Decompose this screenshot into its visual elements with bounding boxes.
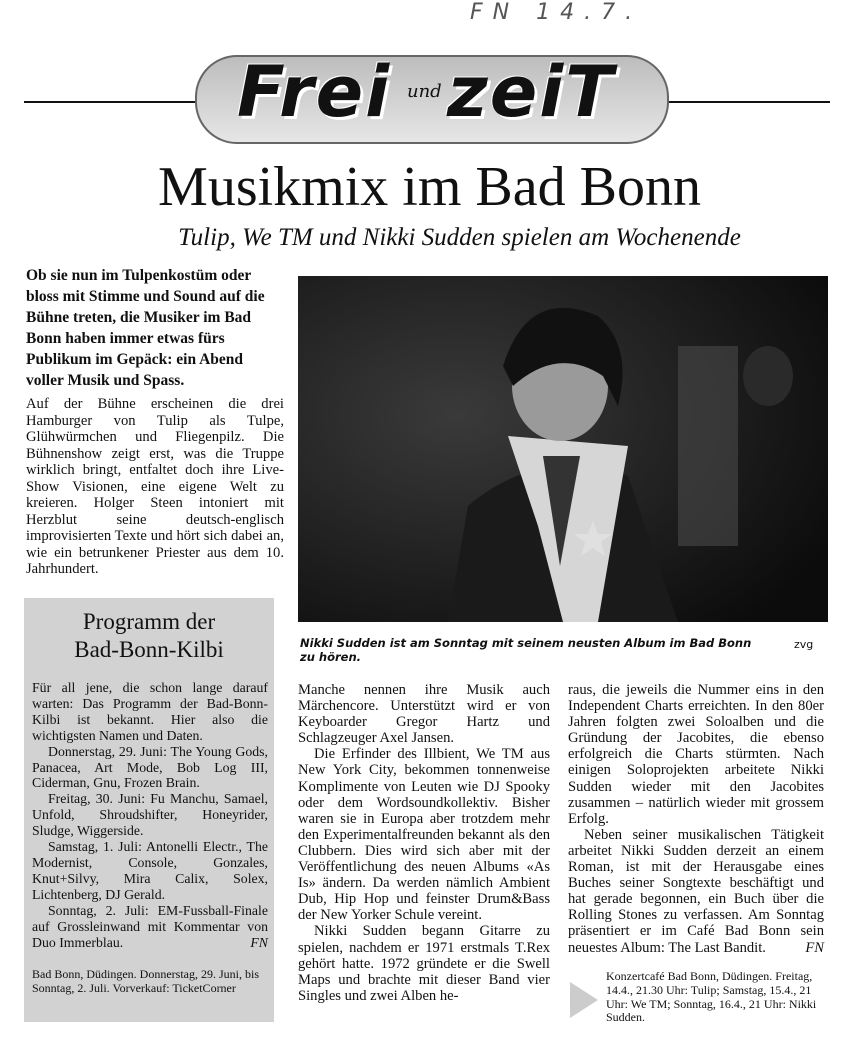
sidebar-thursday: Donnerstag, 29. Juni: The Young Gods, Panacea, Art Mode, Bob Log III, Ciderman, Gnu, Frozen Brain. — [32, 743, 268, 791]
headline: Musikmix im Bad Bonn — [158, 156, 701, 218]
banner-word-zeit: zeiT — [447, 51, 615, 133]
portrait-image — [298, 276, 828, 622]
sidebar-venue-info: Bad Bonn, Düdingen. Donnerstag, 29. Juni, bis Sonntag, 2. Juli. Vorverkauf: TicketCorner — [32, 967, 259, 995]
sidebar-title-line2: Bad-Bonn-Kilbi — [74, 637, 224, 662]
col3-paragraph-2-text: Neben seiner musikalischen Tätigkeit arbeitet Nikki Sudden derzeit an einem Roman, ist mit der Herausgabe eines Buches seiner Songtexte beschäftigt und hat gerade begonnen, ein Buch über die Rolling Stones zu verfassen. Am Sonntag präsentiert er im Café Bad Bonn sein neuestes Album: The Last Bandit. — [568, 826, 824, 956]
sidebar-friday: Freitag, 30. Juni: Fu Manchu, Samael, Unfold, Shroudshifter, Honeyrider, Sludge, Wiggerside. — [32, 791, 268, 839]
sidebar-text — [32, 680, 268, 950]
banner-connector: und — [407, 81, 442, 102]
info-arrow-icon — [570, 982, 598, 1018]
article-col1-text: Auf der Bühne erscheinen die drei Hamburger von Tulip als Tulpe, Glühwürmchen und Fliegenpilz. Die Bühnenshow zeigt erst, was die Truppe wirklich bringt, entfaltet doch ihre Live-Show Visionen, eine eigene Welt zu kreieren. Holger Steen intoniert mit Herzblut seine deutsch-englisch improvisierten Texte und hört sich dabei an, wie ein betrunkener Priester aus dem 10. Jahrhundert. — [26, 396, 284, 577]
photo-credit: zvg — [794, 638, 814, 651]
handwritten-date-note: FN 14.7. — [470, 0, 643, 25]
banner-word-frei: Frei — [237, 51, 392, 133]
article-col3 — [568, 682, 824, 956]
col3-paragraph-1: raus, die jeweils die Nummer eins in den Independent Charts erreichten. In den 80er Jahren folgten zwei Soloalben und die Gründung der Jacobites, die ebenso erfolgreich die Charts stürmten. Nach einigen Soloprojekten arbeitete Nikki Sudden wieder mit den Jacobites zusammen – natürlich wieder mit grossem Erfolg. — [568, 682, 824, 827]
article-signature: FN — [805, 939, 824, 956]
sidebar-intro: Für all jene, die schon lange darauf warten: Das Programm der Bad-Bonn-Kilbi ist bekannt. Hier also die wichtigsten Namen und Daten. — [32, 680, 268, 743]
col3-paragraph-2 — [568, 827, 824, 956]
header-rule-right — [662, 101, 830, 103]
col2-paragraph-3: Nikki Sudden begann Gitarre zu spielen, nachdem er 1971 erstmals T.Rex gehört hatte. 1972 gründete er die Swell Maps und brachte mit dieser Band vier Singles und zwei Alben he- — [298, 923, 550, 1004]
sidebar-saturday: Samstag, 1. Juli: Antonelli Electr., The Modernist, Console, Gonzales, Knut+Silvy, Mira Calix, Solex, Lichtenberg, DJ Gerald. — [32, 839, 268, 902]
sidebar-sunday-text: Sonntag, 2. Juli: EM-Fussball-Finale auf Grossleinwand mit Kommentar von Duo Immerblau. — [32, 902, 268, 950]
header-rule-left — [24, 101, 199, 103]
article-col2 — [298, 682, 550, 1004]
subheadline: Tulip, We TM und Nikki Sudden spielen am Wochenende — [178, 224, 741, 251]
photo-caption: Nikki Sudden ist am Sonntag mit seinem neusten Album im Bad Bonn zu hören. — [300, 636, 752, 664]
concert-info: Konzertcafé Bad Bonn, Düdingen. Freitag, 14.4., 21.30 Uhr: Tulip; Samstag, 15.4., 21 Uhr: We TM; Sonntag, 16.4., 21 Uhr: Nikki Sudden. — [606, 969, 817, 1025]
sidebar-sunday — [32, 903, 268, 951]
col2-paragraph-2: Die Erfinder des Illbient, We TM aus New York City, bekommen tonnenweise Komplimente von Leuten wie DJ Spooky oder dem Wordsoundkollektiv. Bisher waren sie in Europa aber trotzdem mehr den Experimentalfreunden bekannt als den Clubbern. Dies wird sich aber mit der Veröffentlichung des neuen Albums «As Is» ändern. Da werden nämlich Ambient Dub, Hip Hop und feinster Drum&Bass der New Yorker Schule vereint. — [298, 746, 550, 924]
sidebar-signature: FN — [250, 934, 268, 950]
col2-paragraph-1: Manche nennen ihre Musik auch Märchencore. Unterstützt wird er von Keyboarder Gregor Hartz und Schlagzeuger Axel Jansen. — [298, 682, 550, 747]
sidebar-title — [24, 608, 274, 664]
sidebar-title-line1: Programm der — [82, 609, 216, 634]
freizeit-section-banner — [195, 51, 669, 144]
lead-paragraph: Ob sie nun im Tulpenkostüm oder bloss mit Stimme und Sound auf die Bühne treten, die Musiker im Bad Bonn haben immer etwas fürs Publikum im Gepäck: ein Abend voller Musik und Spass. — [26, 267, 265, 389]
photo-nikki-sudden — [298, 276, 828, 622]
